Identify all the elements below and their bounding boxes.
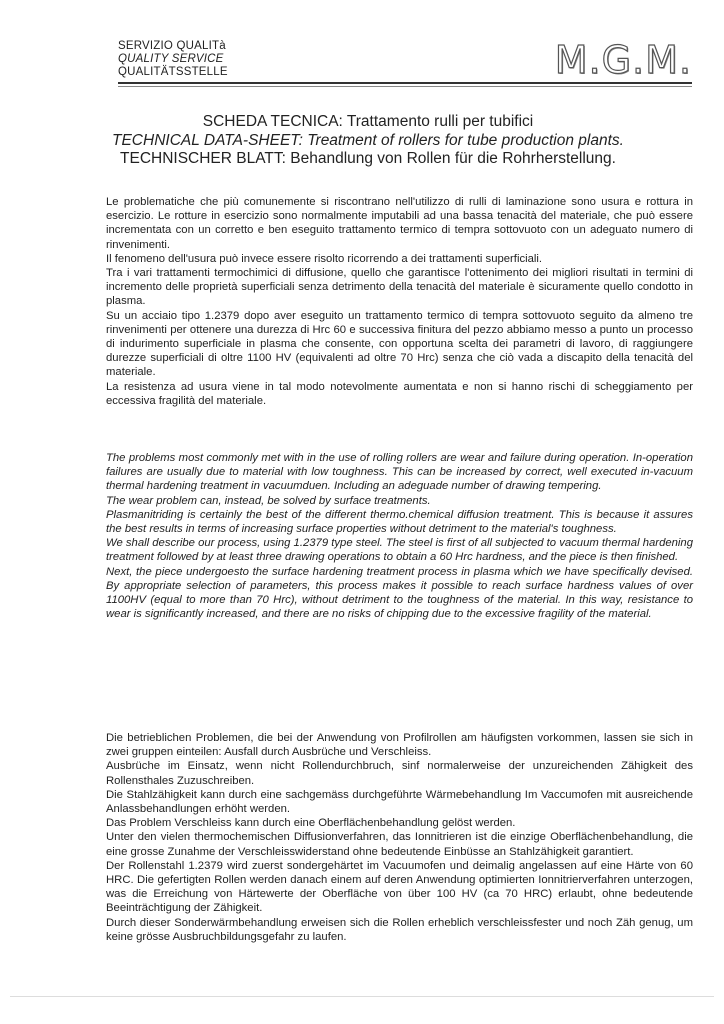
department-english: QUALITY SERVICE [118, 53, 224, 65]
department-italian: SERVIZIO QUALITà [118, 40, 226, 52]
header-divider-thin [118, 86, 692, 87]
department-german: QUALITÄTSSTELLE [118, 66, 228, 78]
german-paragraph: Das Problem Verschleiss kann durch eine Oberflächenbehandlung gelöst werden. [106, 817, 516, 830]
title-german: TECHNISCHER BLATT: Behandlung von Rollen für die Rohrherstellung. [120, 150, 616, 167]
document-titles [40, 113, 696, 169]
english-paragraph: Next, the piece undergoesto the surface hardening treatment process in plasma which we have specifically devised. By appropriate selection of parameters, this process makes it possible to reach surface hardness values of over 1100HV (equal to more than 70 Hrc), without detriment to the toughness of the material. In this way, resistance to wear is significantly increased, and there are no risks of chipping due to the excessive fragility of the material. [106, 565, 693, 621]
title-italian: SCHEDA TECNICA: Trattamento rulli per tubifici [202, 113, 534, 130]
english-paragraph: We shall describe our process, using 1.2379 type steel. The steel is first of all subjected to vacuum thermal hardening treatment followed by at least three drawing operations to obtain a 60 Hrc hardness, and the piece is then finished. [106, 537, 693, 564]
german-paragraph: Durch dieser Sonderwärmbehandlung erweisen sich die Rollen erheblich verschleissfester und noch Zäh genug, um keine grösse Ausbruchbildungsgefahr zu laufen. [106, 916, 693, 943]
english-paragraph: The problems most commonly met with in the use of rolling rollers are wear and failure during operation. In-operation failures are usually due to material with low toughness. This can be increased by correct, well executed in-vacuum thermal hardening treatment in vacuumduen. Including an adeguade number of drawing tempering. [106, 452, 693, 493]
italian-paragraph: Tra i vari trattamenti termochimici di diffusione, quello che garantisce l'ottenimento dei migliori risultati in termini di incremento delle proprietà superficiali senza detrimento della tenacità del materiale è sicuramente quello condotto in plasma. [106, 267, 693, 308]
title-english: TECHNICAL DATA-SHEET: Treatment of rollers for tube production plants. [112, 131, 624, 149]
english-section [106, 451, 693, 621]
italian-paragraph: Su un acciaio tipo 1.2379 dopo aver eseguito un trattamento termico di tempra sottovuoto seguito da almeno tre rinvenimenti per ottenere una durezza di Hrc 60 e successiva finitura del pezzo abbiamo messo a punto un processo di indurimento superficiale in plasma che consente, con opportuna scelta dei parametri di lavoro, di raggiungere durezze superficiali di oltre 1100 HV (equivalenti ad oltre 70 Hrc) senza che ciò vada a discapito della tenacità del materiale. [106, 309, 693, 379]
german-section [106, 731, 693, 944]
english-paragraph: The wear problem can, instead, be solved by surface treatments. [106, 494, 431, 507]
page-bottom-edge [10, 996, 714, 997]
german-paragraph: Der Rollenstahl 1.2379 wird zuerst sondergehärtet im Vacuumofen und deimalig angelassen auf eine Härte von 60 HRC. Die gefertigten Rollen werden danach einem auf deren Anwendung optimierten Ionnitrierverfahren unterzogen, was die Erreichung von Härtewerte der Oberfläche von über 100 HV (ca 70 HRC) erlaubt, ohne bedeutende Beeinträchtigung der Zähigkeit. [106, 859, 693, 915]
italian-paragraph: Il fenomeno dell'usura può invece essere risolto ricorrendo a dei trattamenti superficiali. [106, 252, 543, 265]
german-paragraph: Unter den vielen thermochemischen Diffusionverfahren, das Ionnitrieren ist die einzige Oberflächenbehandlung, die eine grosse Zunahme der Verschleisswiderstand ohne bedeutende Einbüsse an Stahlzähigkeit garantiert. [106, 831, 693, 858]
english-paragraph: Plasmanitriding is certainly the best of the different thermo.chemical diffusion treatment. This is because it assures the best results in terms of increasing surface properties without detriment to the material's toughness. [106, 508, 693, 536]
german-paragraph: Die Stahlzähigkeit kann durch eine sachgemäss durchgeführte Wärmebehandlung Im Vaccumofen mit ausreichende Anlassbehandlungen erhöht werden. [106, 788, 693, 816]
german-paragraph: Die betrieblichen Problemen, die bei der Anwendung von Profilrollen am häufigsten vorkommen, lassen sie sich in zwei gruppen einteilen: Ausfall durch Ausbrüche und Verschleiss. [106, 732, 693, 759]
department-header [118, 40, 228, 79]
header-divider [118, 82, 692, 84]
italian-paragraph: Le problematiche che più comunemente si riscontrano nell'utilizzo di rulli di laminazione sono usura e rottura in esercizio. Le rotture in esercizio sono normalmente imputabili ad una bassa tenacità del materiale, che può essere incrementata con un corretto e ben eseguito trattamento termico di tempra sottovuoto con un adeguato numero di rinvenimenti. [106, 196, 693, 251]
italian-section [106, 195, 693, 408]
german-paragraph: Ausbrüche im Einsatz, wenn nicht Rollendurchbruch, sinf normalerweise der unzureichenden Zähigkeit des Rollensthales Zuzuschreiben. [106, 760, 693, 787]
company-logo: M.G.M. [554, 38, 692, 82]
italian-paragraph: La resistenza ad usura viene in tal modo notevolmente aumentata e non si hanno rischi di scheggiamento per eccessiva fragilità del materiale. [106, 380, 693, 407]
